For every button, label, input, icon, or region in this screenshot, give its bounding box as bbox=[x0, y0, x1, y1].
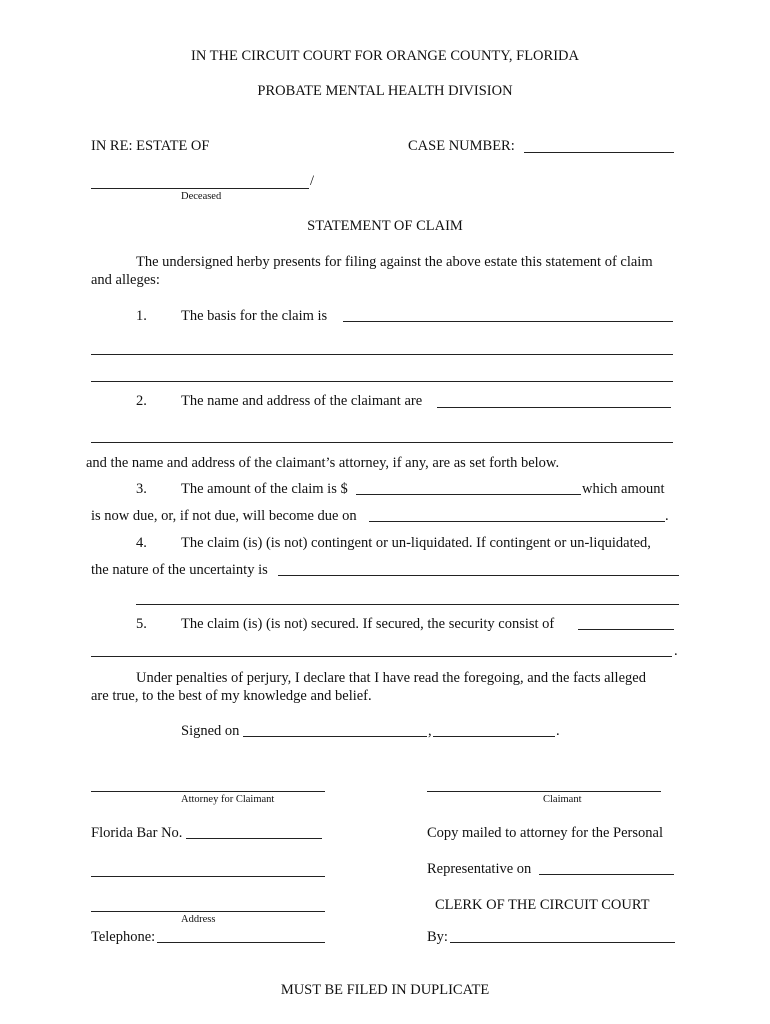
signed-comma: , bbox=[428, 723, 432, 739]
court-heading: IN THE CIRCUIT COURT FOR ORANGE COUNTY, FLORIDA bbox=[191, 48, 579, 64]
claim-amount-blank[interactable] bbox=[356, 494, 581, 495]
case-number-blank[interactable] bbox=[524, 152, 674, 153]
claimant-address-blank-2[interactable] bbox=[91, 442, 673, 443]
by-label: By: bbox=[427, 929, 448, 945]
florida-bar-label: Florida Bar No. bbox=[91, 825, 183, 841]
perjury-line-1: Under penalties of perjury, I declare that I have read the foregoing, and the facts alleged bbox=[136, 670, 646, 686]
claim-basis-blank-3[interactable] bbox=[91, 381, 673, 382]
item-4-number: 4. bbox=[136, 535, 147, 551]
item-4-text: The claim (is) (is not) contingent or un-liquidated. If contingent or un-liquidated, bbox=[181, 535, 651, 551]
which-amount-text: which amount bbox=[582, 481, 665, 497]
item-5-number: 5. bbox=[136, 616, 147, 632]
division-heading: PROBATE MENTAL HEALTH DIVISION bbox=[257, 83, 513, 99]
security-period: . bbox=[674, 643, 678, 659]
florida-bar-blank[interactable] bbox=[186, 838, 322, 839]
telephone-blank[interactable] bbox=[157, 942, 325, 943]
signed-date-blank[interactable] bbox=[243, 736, 427, 737]
deceased-label: Deceased bbox=[181, 191, 222, 202]
perjury-line-2: are true, to the best of my knowledge and belief. bbox=[91, 688, 372, 704]
item-3-number: 3. bbox=[136, 481, 147, 497]
claim-basis-blank[interactable] bbox=[343, 321, 673, 322]
filing-notice: MUST BE FILED IN DUPLICATE bbox=[280, 982, 490, 998]
attorney-for-claimant-label: Attorney for Claimant bbox=[181, 794, 275, 805]
item-1-label: The basis for the claim is bbox=[181, 308, 328, 324]
clerk-signature-blank[interactable] bbox=[450, 942, 675, 943]
security-blank-2[interactable] bbox=[91, 656, 672, 657]
item-2-label: The name and address of the claimant are bbox=[181, 393, 423, 409]
security-blank[interactable] bbox=[578, 629, 674, 630]
uncertainty-label: the nature of the uncertainty is bbox=[91, 562, 268, 578]
item-2-number: 2. bbox=[136, 393, 147, 409]
item-5-text: The claim (is) (is not) secured. If secured, the security consist of bbox=[181, 616, 555, 632]
uncertainty-blank[interactable] bbox=[278, 575, 679, 576]
in-re-label: IN RE: ESTATE OF bbox=[91, 138, 210, 154]
document-title: STATEMENT OF CLAIM bbox=[307, 218, 463, 234]
telephone-label: Telephone: bbox=[91, 929, 156, 945]
attorney-info-line: and the name and address of the claimant’s attorney, if any, are as set forth below. bbox=[86, 455, 560, 471]
due-date-blank[interactable] bbox=[369, 521, 665, 522]
clerk-label: CLERK OF THE CIRCUIT COURT bbox=[435, 897, 650, 913]
claimant-label: Claimant bbox=[543, 794, 582, 805]
address-label: Address bbox=[181, 914, 216, 925]
item-1-number: 1. bbox=[136, 308, 147, 324]
intro-line-2: and alleges: bbox=[91, 272, 160, 288]
case-number-label: CASE NUMBER: bbox=[408, 138, 515, 154]
uncertainty-blank-2[interactable] bbox=[136, 604, 679, 605]
due-date-period: . bbox=[665, 508, 669, 524]
decedent-name-blank[interactable] bbox=[91, 188, 309, 189]
due-date-label: is now due, or, if not due, will become due on bbox=[91, 508, 357, 524]
caption-slash: / bbox=[310, 173, 315, 189]
signed-on-label: Signed on bbox=[181, 723, 240, 739]
attorney-address-line-2[interactable] bbox=[91, 911, 325, 912]
attorney-signature-line[interactable] bbox=[91, 791, 325, 792]
claimant-address-blank[interactable] bbox=[437, 407, 671, 408]
claim-basis-blank-2[interactable] bbox=[91, 354, 673, 355]
item-3-label: The amount of the claim is $ bbox=[181, 481, 348, 497]
claimant-signature-line[interactable] bbox=[427, 791, 661, 792]
copy-mailed-line-1: Copy mailed to attorney for the Personal bbox=[427, 825, 663, 841]
copy-mailed-line-2: Representative on bbox=[427, 861, 532, 877]
signed-year-blank[interactable] bbox=[433, 736, 555, 737]
intro-line-1: The undersigned herby presents for filing against the above estate this statement of claim bbox=[136, 254, 653, 270]
attorney-address-line-1[interactable] bbox=[91, 876, 325, 877]
signed-period: . bbox=[556, 723, 560, 739]
representative-date-blank[interactable] bbox=[539, 874, 674, 875]
